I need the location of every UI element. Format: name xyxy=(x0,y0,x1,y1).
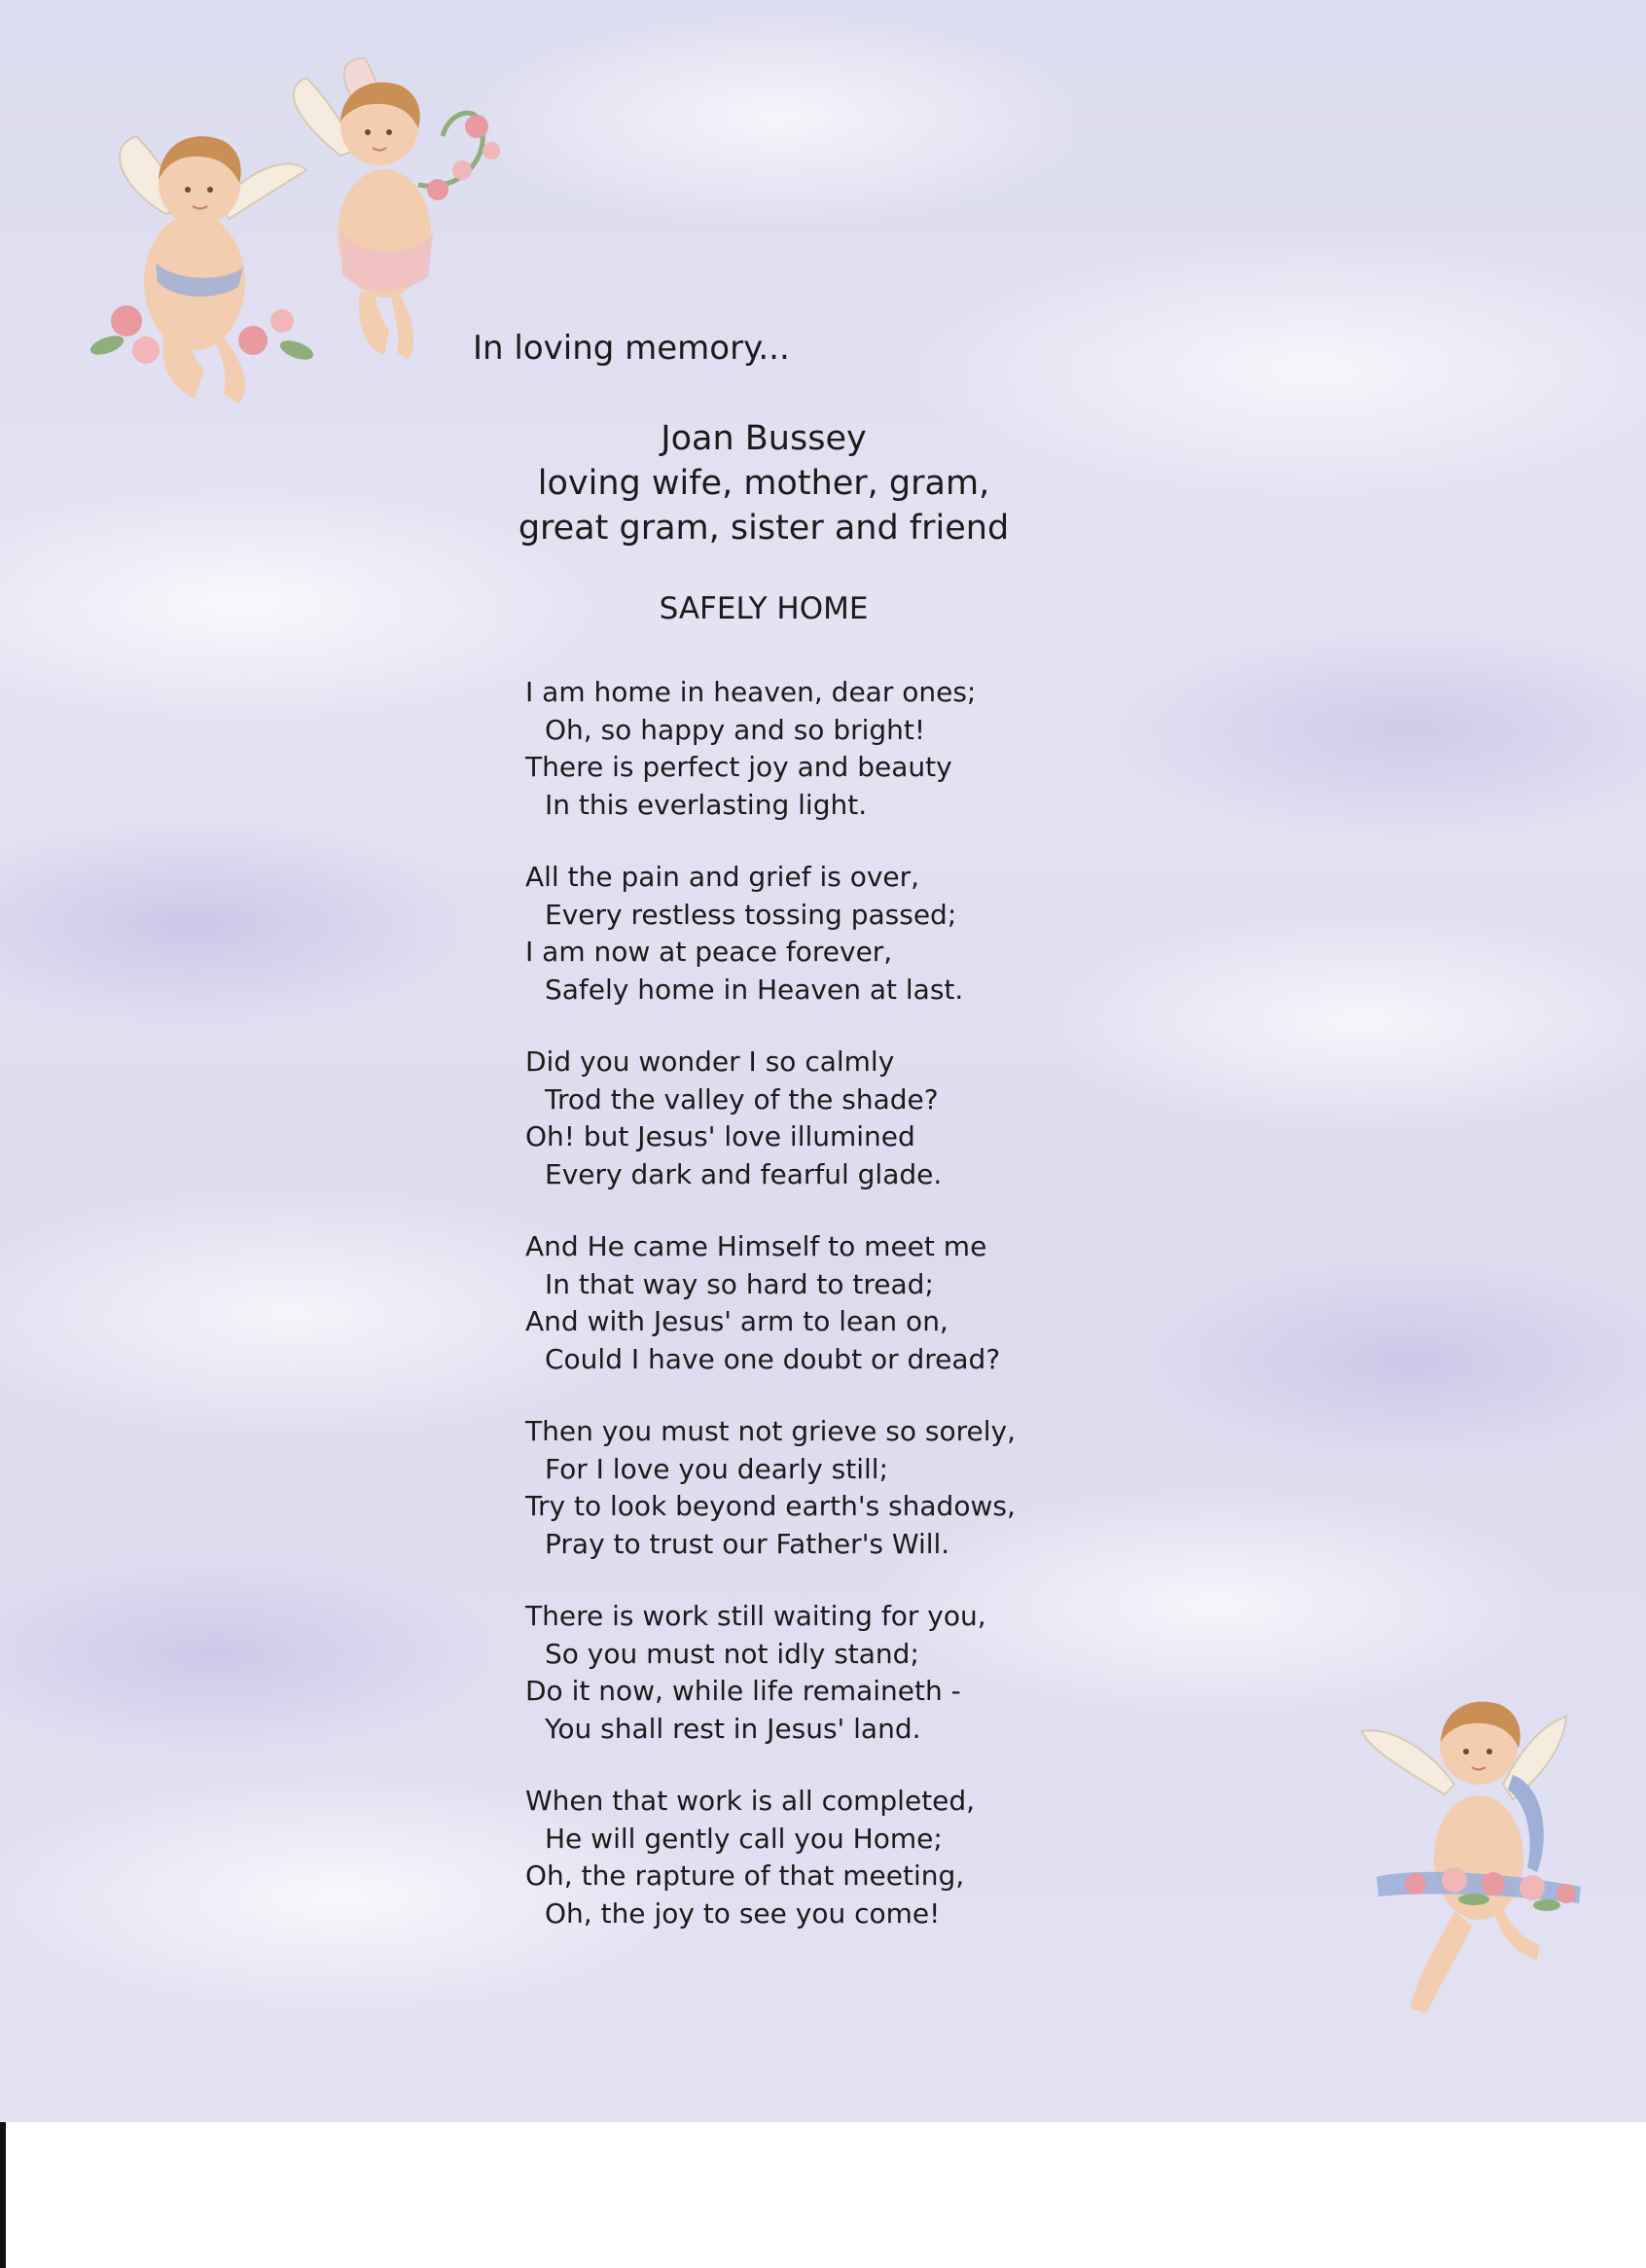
stanza-4 xyxy=(525,1228,1000,1378)
poem-line: Then you must not grieve so sorely, xyxy=(525,1415,1017,1447)
poem-title: SAFELY HOME xyxy=(659,591,869,626)
poem-line: In this everlasting light. xyxy=(545,788,868,821)
poem-line: You shall rest in Jesus' land. xyxy=(545,1712,921,1745)
poem-line: I am home in heaven, dear ones; xyxy=(525,676,977,708)
poem-line: Do it now, while life remaineth - xyxy=(525,1675,961,1707)
poem-line: Could I have one doubt or dread? xyxy=(545,1342,1001,1375)
dedication-line-2: great gram, sister and friend xyxy=(518,509,1010,548)
poem-line: In that way so hard to tread; xyxy=(545,1267,934,1300)
dedication-name: Joan Bussey xyxy=(661,419,867,458)
poem-line: When that work is all completed, xyxy=(525,1785,976,1817)
poem-line: Oh, the joy to see you come! xyxy=(545,1896,941,1930)
poem-line: I am now at peace forever, xyxy=(525,936,893,968)
poem-line: And with Jesus' arm to lean on, xyxy=(525,1305,948,1337)
stanza-7 xyxy=(525,1783,975,1932)
poem-line: Try to look beyond earth's shadows, xyxy=(525,1490,1016,1522)
poem-line: There is work still waiting for you, xyxy=(525,1600,986,1632)
poem-line: Pray to trust our Father's Will. xyxy=(545,1527,950,1560)
poem-line: And He came Himself to meet me xyxy=(525,1230,987,1262)
poem-line: Did you wonder I so calmly xyxy=(525,1045,895,1078)
stanza-3 xyxy=(525,1044,942,1193)
stanza-2 xyxy=(525,859,963,1009)
poem-line: All the pain and grief is over, xyxy=(525,861,920,893)
poem-line: There is perfect joy and beauty xyxy=(525,751,952,783)
stanza-5 xyxy=(525,1413,1016,1563)
poem-line: Oh, so happy and so bright! xyxy=(545,713,926,746)
poem-line: For I love you dearly still; xyxy=(545,1452,889,1485)
poem-line: Trod the valley of the shade? xyxy=(545,1082,939,1116)
poem-line: Safely home in Heaven at last. xyxy=(545,973,964,1006)
poem-line: Every dark and fearful glade. xyxy=(545,1157,943,1190)
scan-edge-mark xyxy=(0,2122,6,2268)
dedication-line-1: loving wife, mother, gram, xyxy=(537,464,990,503)
poem-line: Oh, the rapture of that meeting, xyxy=(525,1860,965,1892)
poem-line: So you must not idly stand; xyxy=(545,1637,919,1670)
dedication-block xyxy=(506,416,1021,550)
poem-line: Every restless tossing passed; xyxy=(545,898,957,931)
poem-line: He will gently call you Home; xyxy=(545,1822,943,1855)
memory-heading: In loving memory... xyxy=(473,329,790,368)
poem-line: Oh! but Jesus' love illumined xyxy=(525,1120,915,1152)
stanza-1 xyxy=(525,674,976,824)
stanza-6 xyxy=(525,1598,986,1748)
